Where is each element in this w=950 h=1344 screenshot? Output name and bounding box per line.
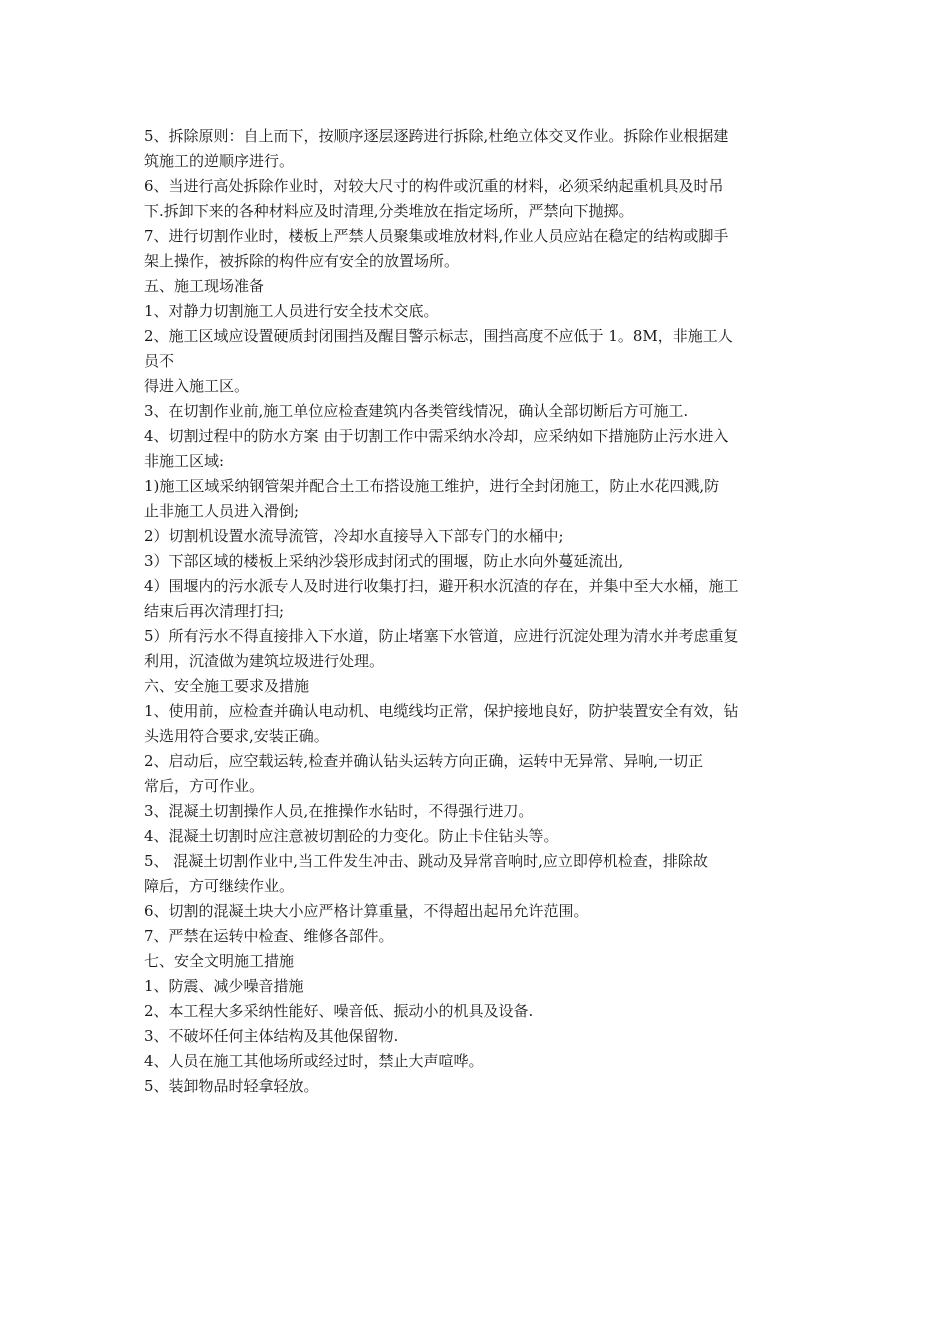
text-line: 2、启动后，应空载运转,检查并确认钻头运转方向正确，运转中无异常、异响,一切正: [144, 752, 704, 770]
section-heading: 五、施工现场准备: [144, 277, 265, 295]
section-heading: 六、安全施工要求及措施: [144, 677, 310, 695]
text-line: 头选用符合要求,安装正确。: [144, 727, 329, 745]
text-line: 得进入施工区。: [144, 377, 250, 395]
text-line: 4、切割过程中的防水方案 由于切割工作中需采纳水冷却，应采纳如下措施防止污水进入: [144, 427, 729, 445]
text-line: 7、严禁在运转中检查、维修各部件。: [144, 927, 394, 945]
text-line: 筑施工的逆顺序进行。: [144, 152, 295, 170]
text-line: 3）下部区域的楼板上采纳沙袋形成封闭式的围堰，防止水向外蔓延流出,: [144, 552, 624, 570]
text-line: 1、使用前，应检查并确认电动机、电缆线均正常，保护接地良好，防护装置安全有效，钻: [144, 702, 739, 720]
text-line: 2）切割机设置水流导流管，冷却水直接导入下部专门的水桶中;: [144, 527, 564, 545]
text-line: 止非施工人员进入滑倒;: [144, 502, 300, 520]
text-line: 5）所有污水不得直接排入下水道，防止堵塞下水管道，应进行沉淀处理为清水并考虑重复: [144, 627, 739, 645]
text-line: 障后，方可继续作业。: [144, 877, 295, 895]
text-line: 3、不破坏任何主体结构及其他保留物.: [144, 1027, 399, 1045]
text-line: 4）围堰内的污水派专人及时进行收集打扫，避开积水沉渣的存在，并集中至大水桶，施工: [144, 577, 739, 595]
text-line: 常后，方可作业。: [144, 777, 265, 795]
text-line: 架上操作，被拆除的构件应有安全的放置场所。: [144, 252, 460, 270]
text-line: 6、当进行高处拆除作业时，对较大尺寸的构件或沉重的材料，必须采纳起重机具及时吊: [144, 177, 724, 195]
text-line: 1、防震、减少噪音措施: [144, 977, 304, 995]
section-heading: 七、安全文明施工措施: [144, 952, 295, 970]
text-line: 2、本工程大多采纳性能好、噪音低、振动小的机具及设备.: [144, 1002, 534, 1020]
text-line: 5、 混凝土切割作业中,当工件发生冲击、跳动及异常音响时,应立即停机检查，排除故: [144, 852, 708, 870]
text-line: 6、切割的混凝土块大小应严格计算重量，不得超出起吊允许范围。: [144, 902, 589, 920]
text-line: 1、对静力切割施工人员进行安全技术交底。: [144, 302, 439, 320]
text-line: 5、拆除原则：自上而下，按顺序逐层逐跨进行拆除,杜绝立体交叉作业。拆除作业根据建: [144, 127, 729, 145]
text-line: 员不: [144, 352, 175, 370]
text-line: 7、进行切割作业时，楼板上严禁人员聚集或堆放材料,作业人员应站在稳定的结构或脚手: [144, 227, 729, 245]
text-line: 下.拆卸下来的各种材料应及时清理,分类堆放在指定场所，严禁向下抛掷。: [144, 202, 634, 220]
text-line: 4、混凝土切割时应注意被切割砼的力变化。防止卡住钻头等。: [144, 827, 559, 845]
text-line: 利用，沉渣做为建筑垃圾进行处理。: [144, 652, 385, 670]
text-line: 结束后再次清理打扫;: [144, 602, 285, 620]
text-line: 2、施工区域应设置硬质封闭围挡及醒目警示标志，围挡高度不应低于 1。8M，非施工人: [144, 327, 733, 345]
text-line: 5、装卸物品时轻拿轻放。: [144, 1077, 319, 1095]
text-line: 3、在切割作业前,施工单位应检查建筑内各类管线情况，确认全部切断后方可施工.: [144, 402, 689, 420]
text-line: 1)施工区域采纳钢管架并配合土工布搭设施工维护，进行全封闭施工，防止水花四溅,防: [144, 477, 720, 495]
text-line: 3、混凝土切割操作人员,在推操作水钻时，不得强行进刀。: [144, 802, 534, 820]
text-line: 4、人员在施工其他场所或经过时，禁止大声喧哗。: [144, 1052, 484, 1070]
text-line: 非施工区域:: [144, 452, 225, 470]
document-body: [144, 124, 812, 1099]
